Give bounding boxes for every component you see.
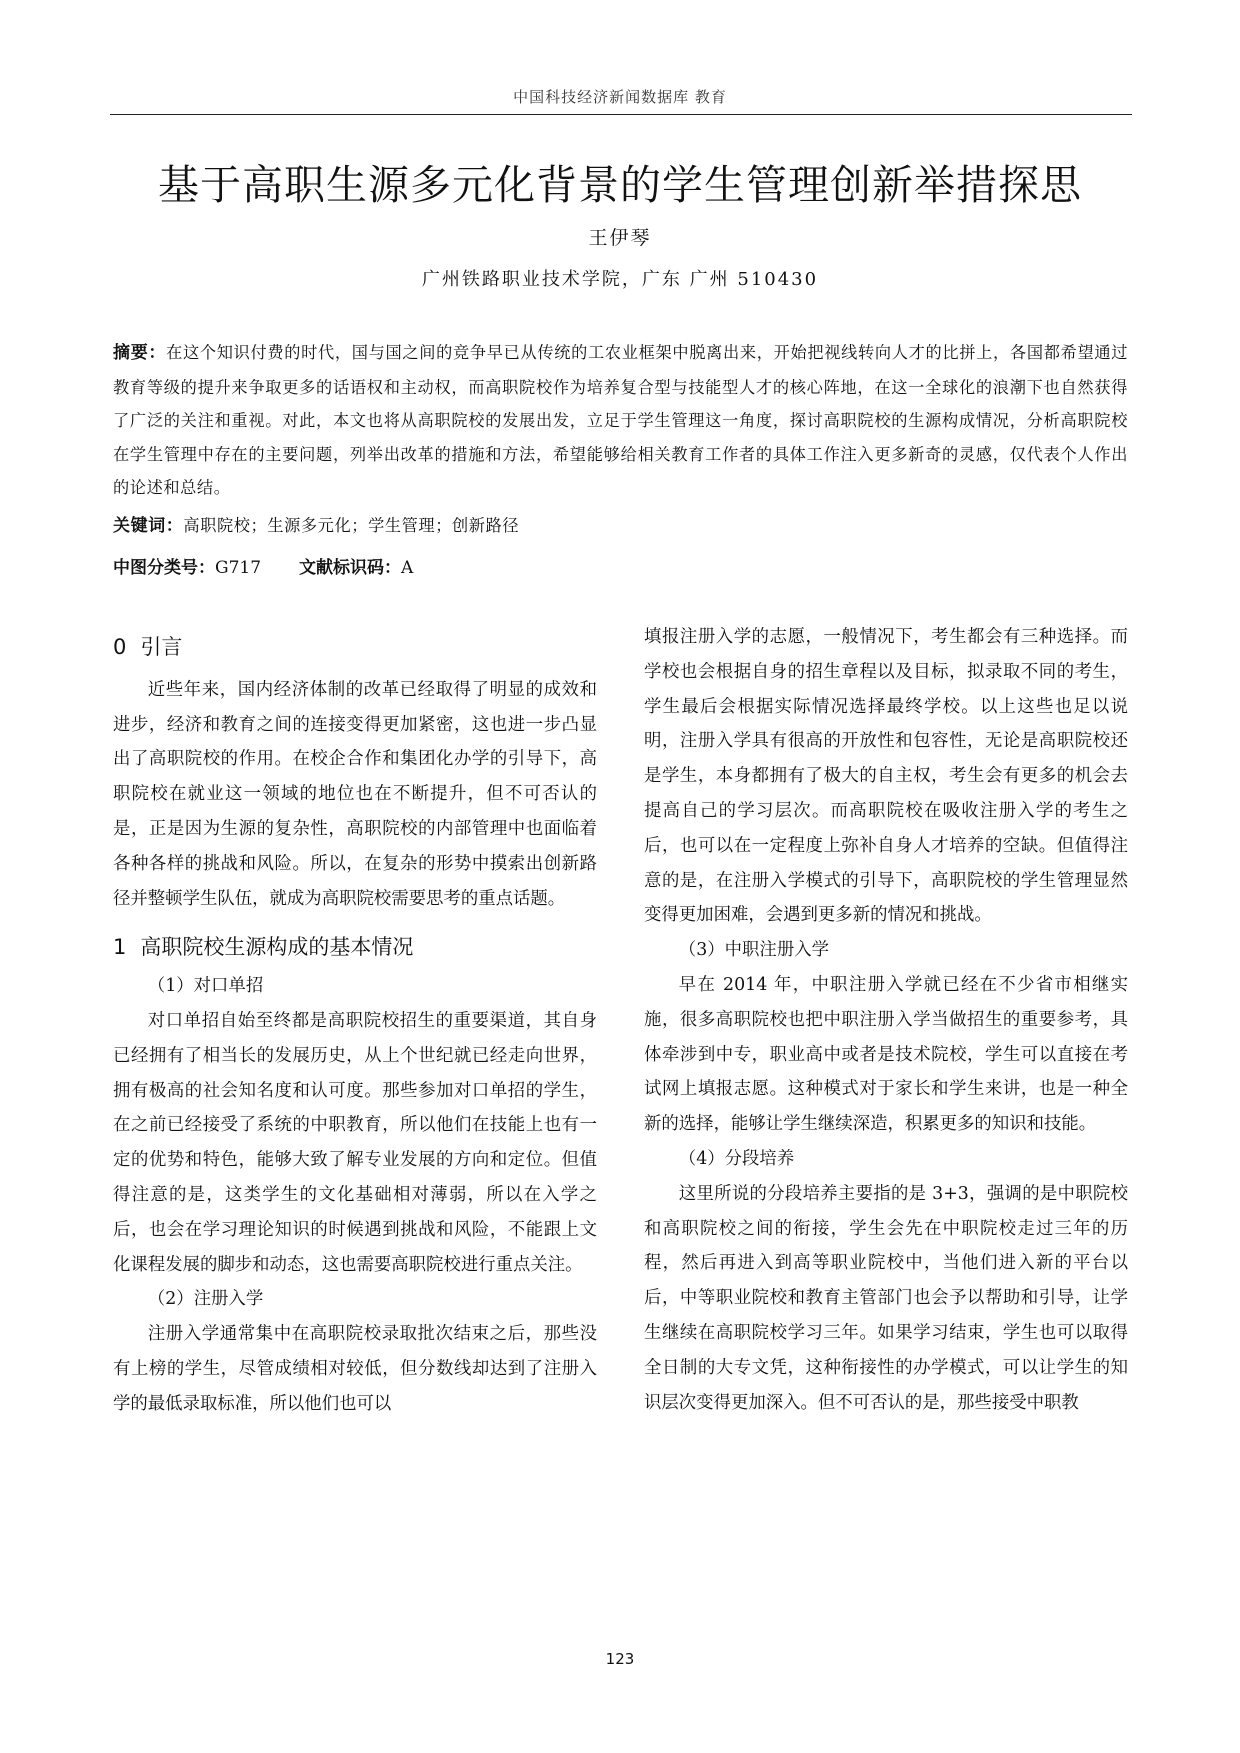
- keywords-text: 高职院校；生源多元化；学生管理；创新路径: [183, 516, 520, 535]
- subsection-4-paragraph: 这里所说的分段培养主要指的是 3+3，强调的是中职院校和高职院校之间的衔接，学生会先在中职院校走过三年的历程，然后再进入到高等职业院校中，当他们进入新的平台以后，中等职业院校和教育主管部门也会予以帮助和引导，让学生继续在高职院校学习三年。如果学习结束，学生也可以取得全日制的大专文凭，这种衔接性的办学模式，可以让学生的知识层次变得更加深入。但不可否认的是，那些接受中职教: [644, 1183, 1128, 1413]
- class-number-value: G717: [215, 558, 262, 578]
- subsection-2-continued-paragraph: 填报注册入学的志愿，一般情况下，考生都会有三种选择。而学校也会根据自身的招生章程以及目标，拟录取不同的考生，学生最后会根据实际情况选择最终学校。以上这些也足以说明，注册入学具有很高的开放性和包容性，无论是高职院校还是学生，本身都拥有了极大的自主权，考生会有更多的机会去提高自己的学习层次。而高职院校在吸收注册入学的考生之后，也可以在一定程度上弥补自身人才培养的空缺。但值得注意的是，在注册入学模式的引导下，高职院校的学生管理显然变得更加困难，会遇到更多新的情况和挑战。: [644, 627, 1128, 926]
- abstract-text: 在这个知识付费的时代，国与国之间的竞争早已从传统的工农业框架中脱离出来，开始把视线转向人才的比拼上，各国都希望通过教育等级的提升来争取更多的话语权和主动权，而高职院校作为培养复合型与技能型人才的核心阵地，在这一全球化的浪潮下也自然获得了广泛的关注和重视。对此，本文也将从高职院校的发展出发，立足于学生管理这一角度，探讨高职院校的生源构成情况，分析高职院校在学生管理中存在的主要问题，列举出改革的措施和方法，希望能够给相关教育工作者的具体工作注入更多新奇的灵感，仅代表个人作出的论述和总结。: [113, 343, 1128, 497]
- subsection-3-heading: （3）中职注册入学: [678, 940, 829, 961]
- doc-code-value: A: [401, 558, 414, 578]
- author-name: 王伊琴: [588, 227, 652, 249]
- section-0-paragraph: 近些年来，国内经济体制的改革已经取得了明显的成效和进步，经济和教育之间的连接变得更加紧密，这也进一步凸显出了高职院校的作用。在校企合作和集团化办学的引导下，高职院校在就业这一领域的地位也在不断提升，但不可否认的是，正是因为生源的复杂性，高职院校的内部管理中也面临着各种各样的挑战和风险。所以，在复杂的形势中摸索出创新路径并整顿学生队伍，就成为高职院校需要思考的重点话题。: [113, 679, 597, 909]
- author-affiliation: 广州铁路职业技术学院，广东 广州 510430: [421, 269, 819, 290]
- keywords-label: 关键词：: [113, 516, 184, 536]
- section-0-title: 引言: [140, 635, 183, 659]
- subsection-2-heading: （2）注册入学: [147, 1289, 264, 1310]
- abstract: [113, 336, 1128, 505]
- article-title: 基于高职生源多元化背景的学生管理创新举措探思: [158, 161, 1082, 209]
- subsection-1-heading: （1）对口单招: [147, 976, 264, 997]
- abstract-label: 摘要：: [113, 343, 167, 363]
- subsection-2-paragraph: 注册入学通常集中在高职院校录取批次结束之后，那些没有上榜的学生，尽管成绩相对较低，但分数线却达到了注册入学的最低录取标准，所以他们也可以: [113, 1324, 597, 1414]
- section-0-heading: [113, 630, 597, 665]
- subsection-1-paragraph: 对口单招自始至终都是高职院校招生的重要渠道，其自身已经拥有了相当长的发展历史，从上个世纪就已经走向世界，拥有极高的社会知名度和认可度。那些参加对口单招的学生，在之前已经接受了系统的中职教育，所以他们在技能上也有一定的优势和特色，能够大致了解专业发展的方向和定位。但值得注意的是，这类学生的文化基础相对薄弱，所以在入学之后，也会在学习理论知识的时候遇到挑战和风险，不能跟上文化课程发展的脚步和动态，这也需要高职院校进行重点关注。: [113, 1010, 597, 1275]
- class-number-label: 中图分类号：: [113, 558, 215, 578]
- section-1-heading: [113, 930, 597, 965]
- classification-line: [113, 553, 1128, 578]
- running-header: 中国科技经济新闻数据库 教育: [513, 88, 727, 106]
- left-column: [113, 630, 597, 1422]
- keywords: [113, 511, 1128, 536]
- subsection-3-paragraph: 早在 2014 年，中职注册入学就已经在不少省市相继实施，很多高职院校也把中职注册入学当做招生的重要参考，具体牵涉到中专，职业高中或者是技术院校，学生可以直接在考试网上填报志愿。这种模式对于家长和学生来讲，也是一种全新的选择，能够让学生继续深造，积累更多的知识和技能。: [644, 974, 1128, 1135]
- section-1-title: 高职院校生源构成的基本情况: [140, 935, 414, 960]
- right-column: [644, 620, 1128, 1420]
- subsection-4-heading: （4）分段培养: [678, 1148, 795, 1169]
- page-number: 123: [605, 1650, 635, 1668]
- section-0-number: 0: [113, 635, 127, 659]
- section-1-number: 1: [113, 935, 127, 960]
- doc-code-label: 文献标识码：: [299, 558, 402, 578]
- header-rule: [110, 114, 1132, 115]
